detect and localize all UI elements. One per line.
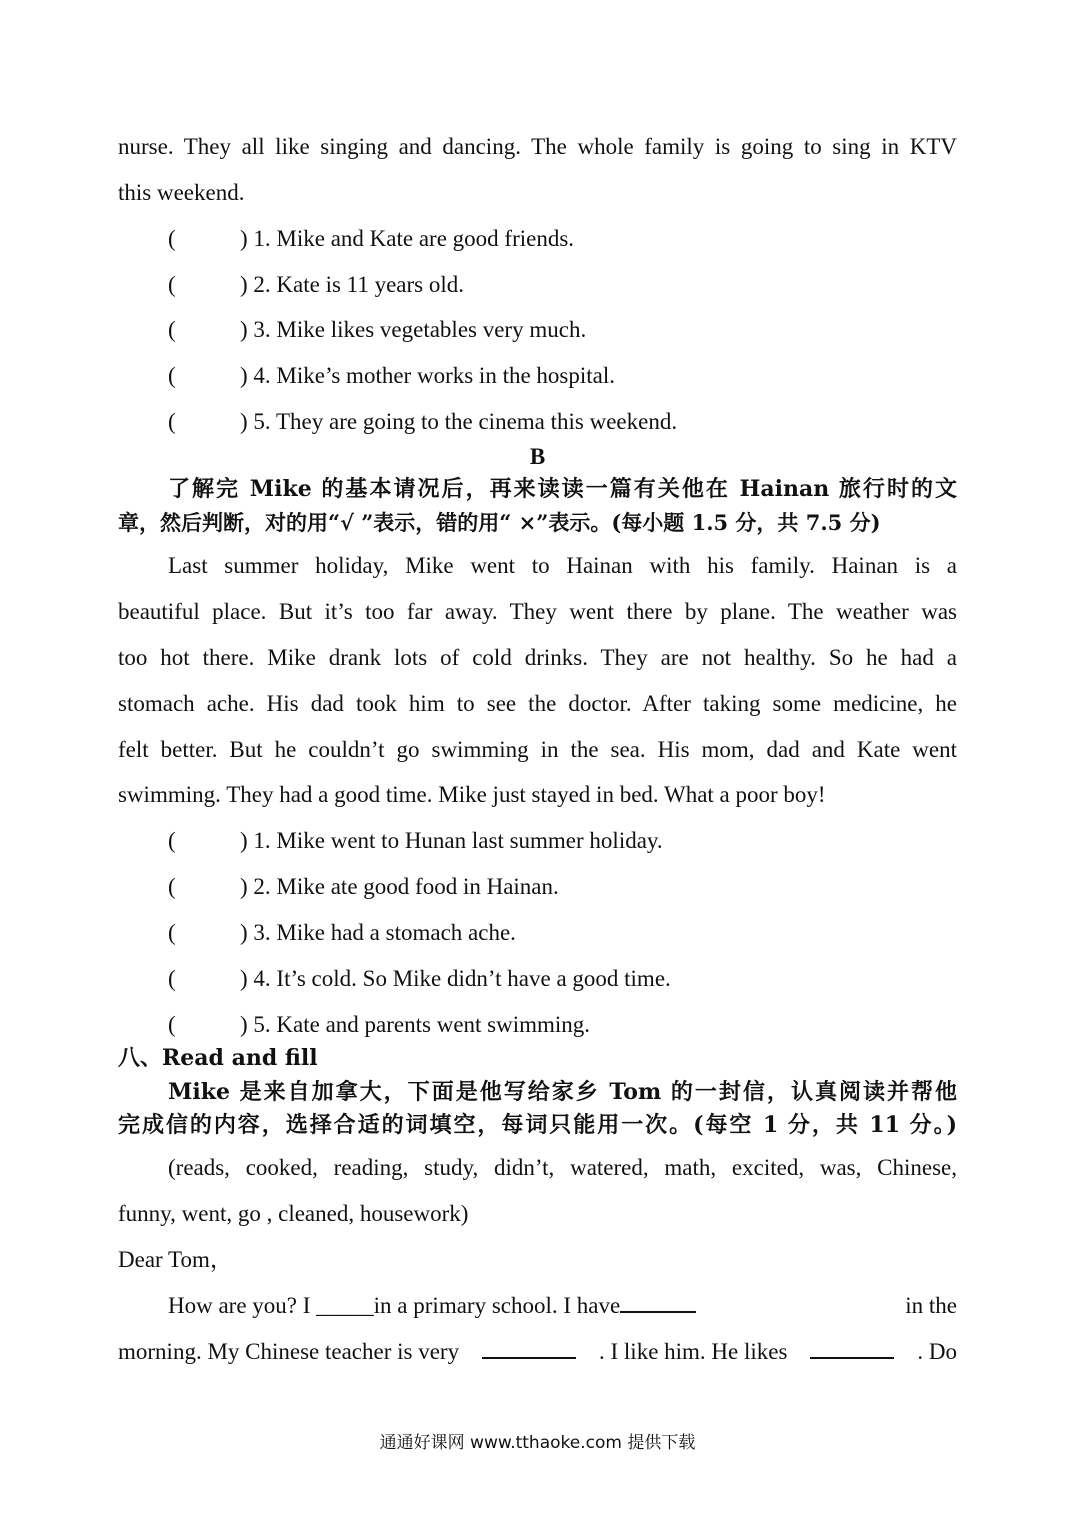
blank-4[interactable]	[810, 1337, 894, 1359]
question-b-2: ( ) 2. Mike ate good food in Hainan.	[168, 874, 559, 899]
section-8-heading: 八、Read and fill	[118, 1045, 318, 1071]
section-b-instruction-2: 章，然后判断，对的用“√ ”表示，错的用“ ×”表示。(每小题 1.5 分，共 7.5 分)	[118, 510, 881, 535]
letter-greeting: Dear Tom，	[118, 1247, 233, 1272]
blank-2[interactable]	[620, 1291, 696, 1313]
passage-a-line-2: this weekend.	[118, 180, 245, 205]
question-a-3: ( ) 3. Mike likes vegetables very much.	[168, 317, 587, 342]
passage-b-line-1: Last summer holiday, Mike went to Hainan with his family. Hainan is a	[168, 553, 957, 578]
word-bank-line-2: funny, went, go , cleaned, housework)	[118, 1201, 469, 1226]
passage-b-line-5: felt better. But he couldn’t go swimming in the sea. His mom, dad and Kate went	[118, 737, 957, 762]
question-a-4: ( ) 4. Mike’s mother works in the hospital.	[168, 363, 615, 388]
question-b-5: ( ) 5. Kate and parents went swimming.	[168, 1012, 591, 1037]
section-8-instruction-1: Mike 是来自加拿大，下面是他写给家乡 Tom 的一封信，认真阅读并帮他	[168, 1079, 957, 1105]
blank-3[interactable]	[482, 1337, 576, 1359]
section-b-heading: B	[529, 444, 546, 469]
passage-b-line-4: stomach ache. His dad took him to see the doctor. After taking some medicine, he	[118, 691, 957, 716]
question-b-4: ( ) 4. It’s cold. So Mike didn’t have a good time.	[168, 966, 671, 991]
passage-b-line-6: swimming. They had a good time. Mike just stayed in bed. What a poor boy!	[118, 782, 826, 807]
question-a-5: ( ) 5. They are going to the cinema this weekend.	[168, 409, 678, 434]
question-b-3: ( ) 3. Mike had a stomach ache.	[168, 920, 516, 945]
question-a-2: ( ) 2. Kate is 11 years old.	[168, 272, 464, 297]
passage-b-line-2: beautiful place. But it’s too far away. They went there by plane. The weather was	[118, 599, 957, 624]
passage-b-line-3: too hot there. Mike drank lots of cold drinks. They are not healthy. So he had a	[118, 645, 957, 670]
passage-a-line-1: nurse. They all like singing and dancing. The whole family is going to sing in KTV	[118, 134, 957, 159]
letter-line-2: morning. My Chinese teacher is very . I like him. He likes . Do	[118, 1339, 957, 1364]
question-a-1: ( ) 1. Mike and Kate are good friends.	[168, 226, 575, 251]
section-b-instruction-1: 了解完 Mike 的基本请况后，再来读读一篇有关他在 Hainan 旅行时的文	[168, 476, 957, 502]
section-8-instruction-2: 完成信的内容，选择合适的词填空，每词只能用一次。(每空 1 分，共 11 分。)	[118, 1112, 957, 1138]
letter-line-1: How are you? I _____in a primary school. I have in the	[168, 1293, 957, 1318]
question-b-1: ( ) 1. Mike went to Hunan last summer holiday.	[168, 828, 663, 853]
footer-text: 通通好课网 www.tthaoke.com 提供下载	[379, 1433, 696, 1453]
word-bank-line-1: (reads, cooked, reading, study, didn’t, watered, math, excited, was, Chinese,	[168, 1155, 957, 1180]
